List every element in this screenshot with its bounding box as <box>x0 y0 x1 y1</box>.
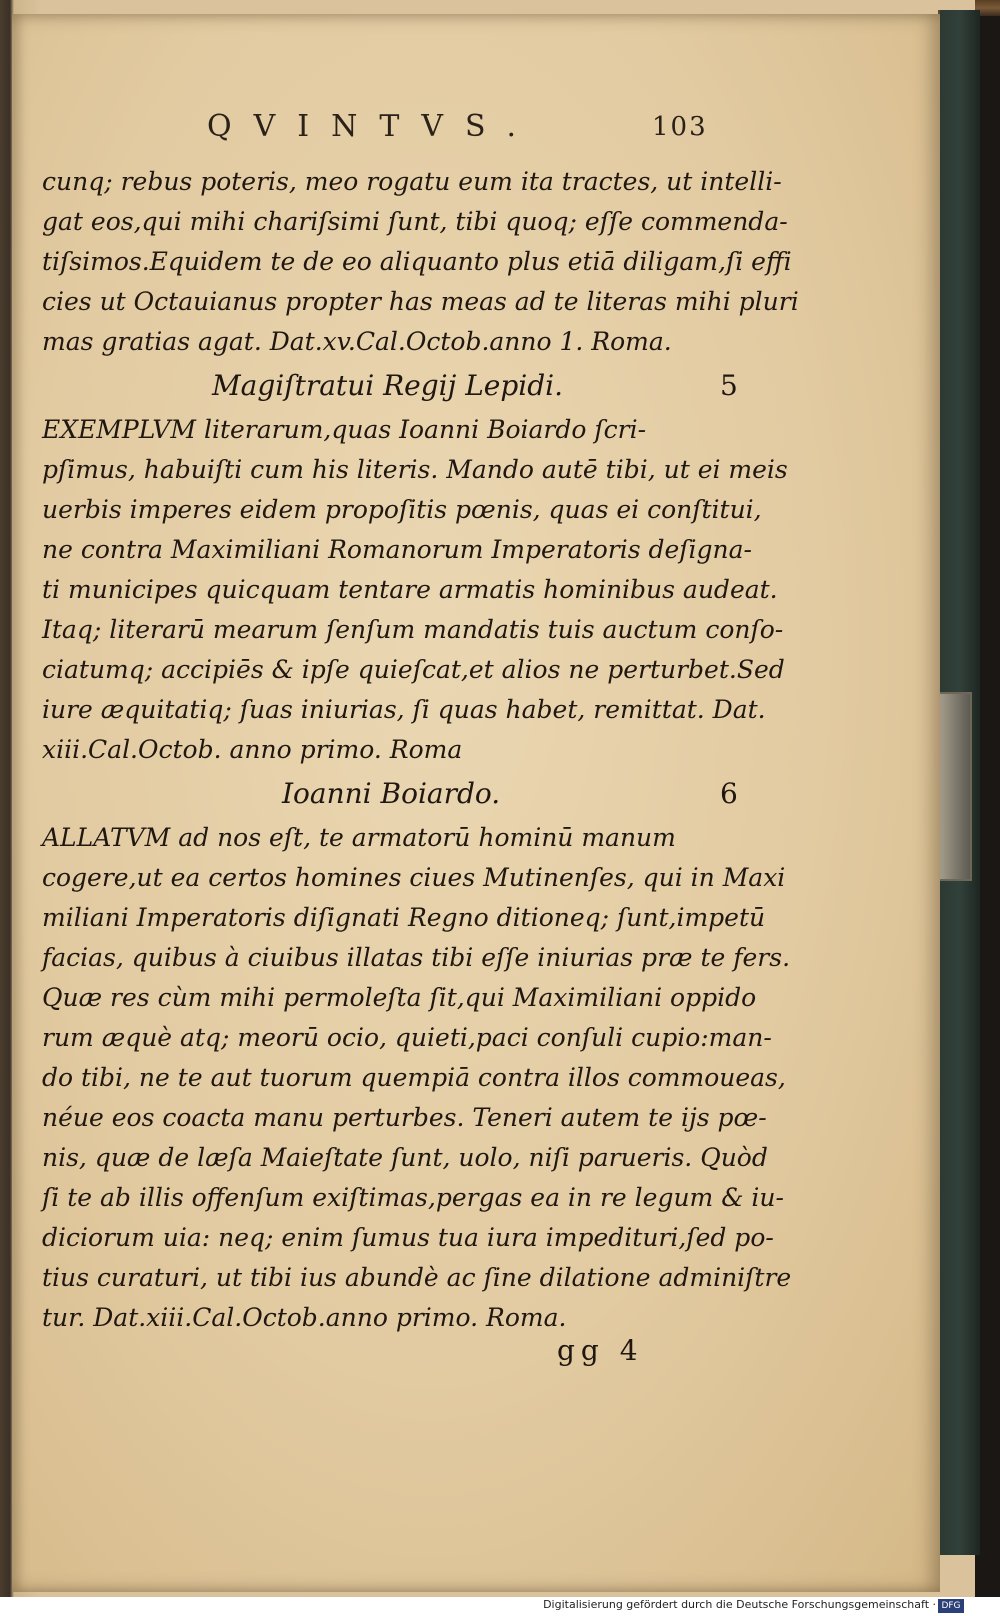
letter-number: 6 <box>720 777 738 810</box>
text-line: tiſsimos.Equidem te de eo aliquanto plus etiā diligam,ſi effi <box>42 247 792 276</box>
page-text <box>42 162 799 1338</box>
text-line: ti municipes quicquam tentare armatis hominibus audeat. <box>42 575 778 604</box>
text-line: do tibi, ne te aut tuorum quempiā contra illos commoueas, <box>42 1063 786 1092</box>
text-line: ſi te ab illis offenſum exiſtimas,pergas ea in re legum & iu- <box>42 1183 784 1212</box>
letter-number: 5 <box>720 369 738 402</box>
text-line: Itaq; literarū mearum ſenſum mandatis tuis auctum conſo- <box>42 615 784 644</box>
letter-heading-text: Magiſtratui Regij Lepidi. <box>212 369 564 402</box>
text-line: pſimus, habuiſti cum his literis. Mando autē tibi, ut ei meis <box>42 455 788 484</box>
text-line: ALLATVM ad nos eſt, te armatorū hominū manum <box>42 823 676 852</box>
signature-mark: gg 4 <box>557 1334 644 1367</box>
text-line: tius curaturi, ut tibi ius abundè ac ſine dilatione adminiſtre <box>42 1263 792 1292</box>
text-line: iure æquitatiq; ſuas iniurias, ſi quas habet, remittat. Dat. <box>42 695 766 724</box>
text-line: facias, quibus à ciuibus illatas tibi eſſe iniurias præ te fers. <box>42 943 791 972</box>
letter-heading-text: Ioanni Boiardo. <box>282 777 501 810</box>
letter-heading <box>42 362 742 410</box>
book-page <box>12 14 940 1592</box>
text-line: diciorum uia: neq; enim ſumus tua iura impedituri,ſed po- <box>42 1223 774 1252</box>
text-line: nis, quæ de læſa Maieſtate ſunt, uolo, niſi parueris. Quòd <box>42 1143 768 1172</box>
text-line: uerbis imperes eidem propoſitis pœnis, quas ei conſtitui, <box>42 495 762 524</box>
text-line: rum æquè atq; meorū ocio, quieti,paci conſuli cupio:man- <box>42 1023 772 1052</box>
text-line: cies ut Octauianus propter has meas ad te literas mihi pluri <box>42 287 799 316</box>
text-line: ne contra Maximiliani Romanorum Imperatoris deſigna- <box>42 535 752 564</box>
text-line: cogere,ut ea certos homines ciues Mutinenſes, qui in Maxi <box>42 863 786 892</box>
running-head-title: QVINTVS. <box>207 109 539 144</box>
text-line: miliani Imperatoris diſignati Regno ditioneq; ſunt,impetū <box>42 903 766 932</box>
text-line: ciatumq; accipiēs & ipſe quieſcat,et alios ne perturbet.Sed <box>42 655 785 684</box>
text-line: xiii.Cal.Octob. anno primo. Roma <box>42 735 463 764</box>
page-number: 103 <box>652 112 708 142</box>
text-line: mas gratias agat. Dat.xv.Cal.Octob.anno 1. Roma. <box>42 327 672 356</box>
text-line: cunq; rebus poteris, meo rogatu eum ita tractes, ut intelli- <box>42 167 782 196</box>
footer-credit: Digitalisierung gefördert durch die Deutsche Forschungsgemeinschaft · <box>543 1598 936 1611</box>
letter-heading <box>42 770 742 818</box>
text-line: néue eos coacta manu perturbes. Teneri autem te ijs pœ- <box>42 1103 767 1132</box>
text-line: EXEMPLVM literarum,quas Ioanni Boiardo ſcri- <box>42 415 647 444</box>
dfg-logo: DFG <box>938 1599 964 1613</box>
text-line: tur. Dat.xiii.Cal.Octob.anno primo. Roma. <box>42 1303 567 1332</box>
text-line: gat eos,qui mihi chariſsimi ſunt, tibi quoq; eſſe commenda- <box>42 207 788 236</box>
text-line: Quæ res cùm mihi permoleſta ſit,qui Maximiliani oppido <box>42 983 757 1012</box>
